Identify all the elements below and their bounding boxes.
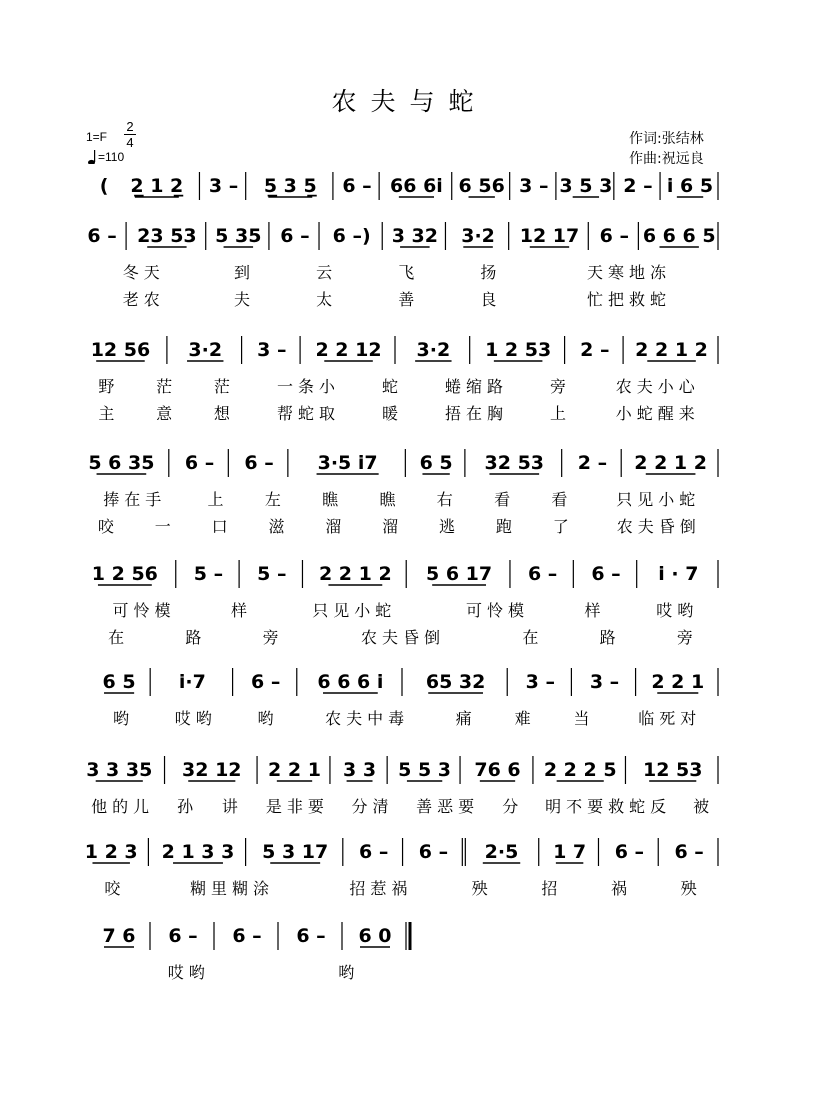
lyric-syllable: 太 bbox=[316, 290, 338, 309]
lyric-syllable: 哎哟 bbox=[174, 709, 217, 728]
lyric-syllable: 溜 bbox=[382, 517, 404, 536]
lyric-syllable: 在 bbox=[522, 628, 544, 647]
lyric-syllable: 哟 bbox=[338, 963, 360, 982]
time-signature-top: 2 bbox=[126, 119, 134, 134]
composer-credit: 作曲:祝远良 bbox=[629, 151, 704, 167]
note-group: 6 – bbox=[168, 925, 198, 947]
time-signature-bottom: 4 bbox=[126, 135, 134, 150]
lyric-syllable: 痛 bbox=[455, 709, 477, 728]
lyric-syllable: 飞 bbox=[398, 263, 420, 282]
note-group: 3 – bbox=[589, 671, 620, 693]
note-group: 2 1 3 3 bbox=[161, 841, 235, 863]
note-group: 5 – bbox=[193, 563, 224, 585]
lyric-syllable: 暖 bbox=[381, 404, 404, 423]
lyric-syllable: 旁 bbox=[262, 628, 284, 647]
note-group: 6 6 6 i bbox=[317, 671, 384, 693]
lyric-syllable: 捂在胸 bbox=[445, 404, 509, 423]
lyric-syllable: 路 bbox=[185, 628, 207, 647]
note-group: 2 2 12 bbox=[315, 339, 382, 361]
note-group: 1 2 53 bbox=[485, 339, 552, 361]
lyric-syllable: 瞧 bbox=[379, 490, 401, 509]
note-group: 3 – bbox=[525, 671, 555, 693]
lyric-syllable: 老农 bbox=[122, 290, 165, 309]
lyric-syllable: 哟 bbox=[257, 709, 279, 728]
lyric-syllable: 被 bbox=[693, 797, 715, 816]
note-group: 5 35 bbox=[215, 225, 262, 247]
note-group: 32 53 bbox=[484, 452, 545, 474]
lyric-syllable: 分清 bbox=[351, 797, 394, 816]
lyric-syllable: 当 bbox=[573, 709, 595, 728]
note-group: 2 2 2 5 bbox=[543, 759, 617, 781]
lyric-syllable: 冬天 bbox=[122, 263, 165, 282]
note-group: 6 – bbox=[599, 225, 630, 247]
note-group: 6 – bbox=[591, 563, 621, 585]
lyric-syllable: 农夫中毒 bbox=[325, 709, 410, 728]
note-group: 5 – bbox=[257, 563, 287, 585]
lyric-syllable: 捧在手 bbox=[103, 490, 167, 509]
note-group: 2 – bbox=[580, 339, 610, 361]
note-group: 6 – bbox=[342, 175, 372, 197]
note-group: 2 2 1 bbox=[268, 759, 321, 781]
lyric-syllable: 一条小 bbox=[276, 377, 340, 396]
note-group: 3 3 bbox=[343, 759, 377, 781]
note-group: 65 32 bbox=[425, 671, 486, 693]
lyric-syllable: 瞧 bbox=[322, 490, 344, 509]
note-group: i·7 bbox=[178, 671, 206, 693]
note-group: 6 – bbox=[280, 225, 310, 247]
lyric-syllable: 到 bbox=[233, 263, 256, 282]
lyric-syllable: 野 bbox=[98, 377, 120, 396]
note-group: 32 12 bbox=[182, 759, 242, 781]
lyric-syllable: 善恶要 bbox=[416, 797, 480, 816]
note-group: 2̲ 1 2̲ bbox=[130, 175, 184, 197]
note-group: 5 6 35 bbox=[88, 452, 155, 474]
note-group: 2 – bbox=[623, 175, 653, 197]
lyric-syllable: 只见小蛇 bbox=[312, 601, 397, 620]
note-group: 3·5 i7 bbox=[317, 452, 378, 474]
lyric-syllable: 招惹祸 bbox=[349, 879, 413, 898]
note-group: 3 – bbox=[519, 175, 549, 197]
note-group: 6 – bbox=[244, 452, 274, 474]
lyric-syllable: 临死对 bbox=[638, 709, 702, 728]
lyric-syllable: 招 bbox=[541, 879, 563, 898]
lyric-syllable: 蛇 bbox=[381, 377, 404, 396]
lyricist-credit: 作词:张结林 bbox=[629, 131, 704, 147]
note-group: 12 17 bbox=[519, 225, 580, 247]
note-group: 5̲ 3 5̲ bbox=[263, 175, 317, 197]
note-group: 6 –) bbox=[332, 225, 371, 247]
lyric-syllable: 口 bbox=[211, 517, 233, 536]
lyric-syllable: 糊里糊涂 bbox=[189, 879, 275, 898]
lyric-syllable: 良 bbox=[480, 290, 502, 309]
note-group: 7 6 bbox=[102, 925, 136, 947]
lyric-syllable: 样 bbox=[230, 601, 253, 620]
lyric-syllable: 讲 bbox=[221, 797, 243, 816]
lyric-syllable: 天寒地冻 bbox=[586, 263, 671, 282]
lyric-syllable: 小蛇醒来 bbox=[615, 404, 700, 423]
note-group: 3 32 bbox=[391, 225, 438, 247]
note-group: 5 3 17 bbox=[262, 841, 329, 863]
key-signature: 1=F bbox=[86, 130, 108, 144]
note-group: 6 – bbox=[87, 225, 117, 247]
note-group: 12 56 bbox=[90, 339, 151, 361]
lyric-syllable: 扬 bbox=[480, 263, 502, 282]
lyric-syllable: 农夫小心 bbox=[615, 377, 700, 396]
note-group: 6 56 bbox=[458, 175, 505, 197]
lyric-syllable: 右 bbox=[436, 490, 458, 509]
lyric-syllable: 分 bbox=[502, 797, 524, 816]
note-group: 6 – bbox=[674, 841, 704, 863]
lyric-syllable: 看 bbox=[494, 490, 516, 509]
note-group: 2 – bbox=[577, 452, 608, 474]
lyric-syllable: 孙 bbox=[177, 797, 199, 816]
note-group: 2·5 bbox=[484, 841, 519, 863]
note-group: 3·2 bbox=[416, 339, 451, 361]
note-group: i 6 5 bbox=[666, 175, 714, 197]
note-group: 2 2 1 2 bbox=[634, 452, 707, 474]
tempo-value: =110 bbox=[98, 150, 125, 164]
note-group: 6 – bbox=[184, 452, 215, 474]
lyric-syllable: 一 bbox=[154, 517, 176, 536]
lyric-syllable: 看 bbox=[551, 490, 573, 509]
lyric-syllable: 上 bbox=[207, 490, 229, 509]
note-group: 1 7 bbox=[553, 841, 587, 863]
lyric-syllable: 明不要救蛇反 bbox=[545, 797, 672, 816]
lyric-syllable: 在 bbox=[108, 628, 130, 647]
note-group: 5 6 17 bbox=[426, 563, 493, 585]
note-group: 6 – bbox=[418, 841, 449, 863]
lyric-syllable: 上 bbox=[550, 404, 572, 423]
note-group: 1 2 56 bbox=[91, 563, 158, 585]
lyric-syllable: 哟 bbox=[112, 709, 134, 728]
lyric-syllable: 帮蛇取 bbox=[276, 404, 340, 423]
note-group: 2 2 1 2 bbox=[635, 339, 708, 361]
note-group: 6 – bbox=[527, 563, 558, 585]
lyric-syllable: 哎哟 bbox=[167, 963, 210, 982]
note-group: 3 – bbox=[257, 339, 287, 361]
note-group: 3·2 bbox=[188, 339, 223, 361]
lyric-syllable: 可怜模 bbox=[465, 601, 529, 620]
lyric-syllable: 路 bbox=[599, 628, 621, 647]
note-group: 76 6 bbox=[474, 759, 521, 781]
note-group: 6 – bbox=[614, 841, 645, 863]
lyric-syllable: 滋 bbox=[268, 517, 290, 536]
note-group: 6 – bbox=[296, 925, 326, 947]
lyric-syllable: 想 bbox=[213, 404, 235, 423]
lyric-syllable: 哎哟 bbox=[656, 601, 699, 620]
note-group: 6 – bbox=[232, 925, 262, 947]
note-group: 6 6 6 5 bbox=[642, 225, 716, 247]
lyric-syllable: 左 bbox=[264, 490, 286, 509]
lyric-syllable: 咬 bbox=[97, 517, 119, 536]
lyric-syllable: 蜷缩路 bbox=[445, 377, 509, 396]
note-group: 1 2 3 bbox=[84, 841, 138, 863]
note-group: i · 7 bbox=[658, 563, 699, 585]
lyric-syllable: 主 bbox=[98, 404, 120, 423]
lyric-syllable: 他的儿 bbox=[91, 797, 155, 816]
lyric-syllable: 茫 bbox=[156, 377, 178, 396]
note-group: 3 – bbox=[208, 175, 239, 197]
note-group: 3 5 3 bbox=[559, 175, 613, 197]
note-group: 6 – bbox=[359, 841, 389, 863]
lyric-syllable: 夫 bbox=[233, 290, 256, 309]
note-group: 23 53 bbox=[137, 225, 197, 247]
lyric-syllable: 可怜模 bbox=[112, 601, 176, 620]
lyric-syllable: 样 bbox=[584, 601, 606, 620]
note-group: 66 6i bbox=[390, 175, 443, 197]
lyric-syllable: 只见小蛇 bbox=[616, 490, 701, 509]
lyric-syllable: 茫 bbox=[213, 377, 235, 396]
note-group: 2 2 1 2 bbox=[318, 563, 392, 585]
lyric-syllable: 殃 bbox=[471, 879, 493, 898]
lyric-syllable: 溜 bbox=[325, 517, 347, 536]
note-group: 5 5 3 bbox=[398, 759, 452, 781]
note-group: 6 5 bbox=[419, 452, 453, 474]
note-group: 6 0 bbox=[358, 925, 392, 947]
lyric-syllable: 了 bbox=[552, 517, 574, 536]
lyric-syllable: 旁 bbox=[550, 377, 572, 396]
note-group: 3 3 35 bbox=[86, 759, 153, 781]
lyric-syllable: 殃 bbox=[680, 879, 702, 898]
note-group: 2 2 1 bbox=[651, 671, 705, 693]
lyric-syllable: 难 bbox=[514, 709, 536, 728]
lyric-syllable: 农夫昏倒 bbox=[616, 517, 701, 536]
lyric-syllable: 逃 bbox=[439, 517, 461, 536]
song-title: 农夫与蛇 bbox=[331, 87, 488, 116]
lyric-syllable: 善 bbox=[398, 290, 420, 309]
lyric-syllable: 是非要 bbox=[265, 797, 329, 816]
lyric-syllable: 农夫昏倒 bbox=[360, 628, 446, 647]
note-group: 6 5 bbox=[102, 671, 136, 693]
note-group: 12 53 bbox=[642, 759, 703, 781]
note-group: ( bbox=[99, 175, 109, 197]
lyric-syllable: 旁 bbox=[676, 628, 698, 647]
lyric-syllable: 祸 bbox=[610, 879, 633, 898]
lyric-syllable: 云 bbox=[316, 263, 338, 282]
note-group: 6 – bbox=[251, 671, 281, 693]
lyric-syllable: 跑 bbox=[495, 517, 517, 536]
note-group: 3·2 bbox=[461, 225, 495, 247]
lyric-syllable: 咬 bbox=[104, 879, 126, 898]
lyric-syllable: 意 bbox=[156, 404, 178, 423]
lyric-syllable: 忙把救蛇 bbox=[586, 290, 671, 309]
